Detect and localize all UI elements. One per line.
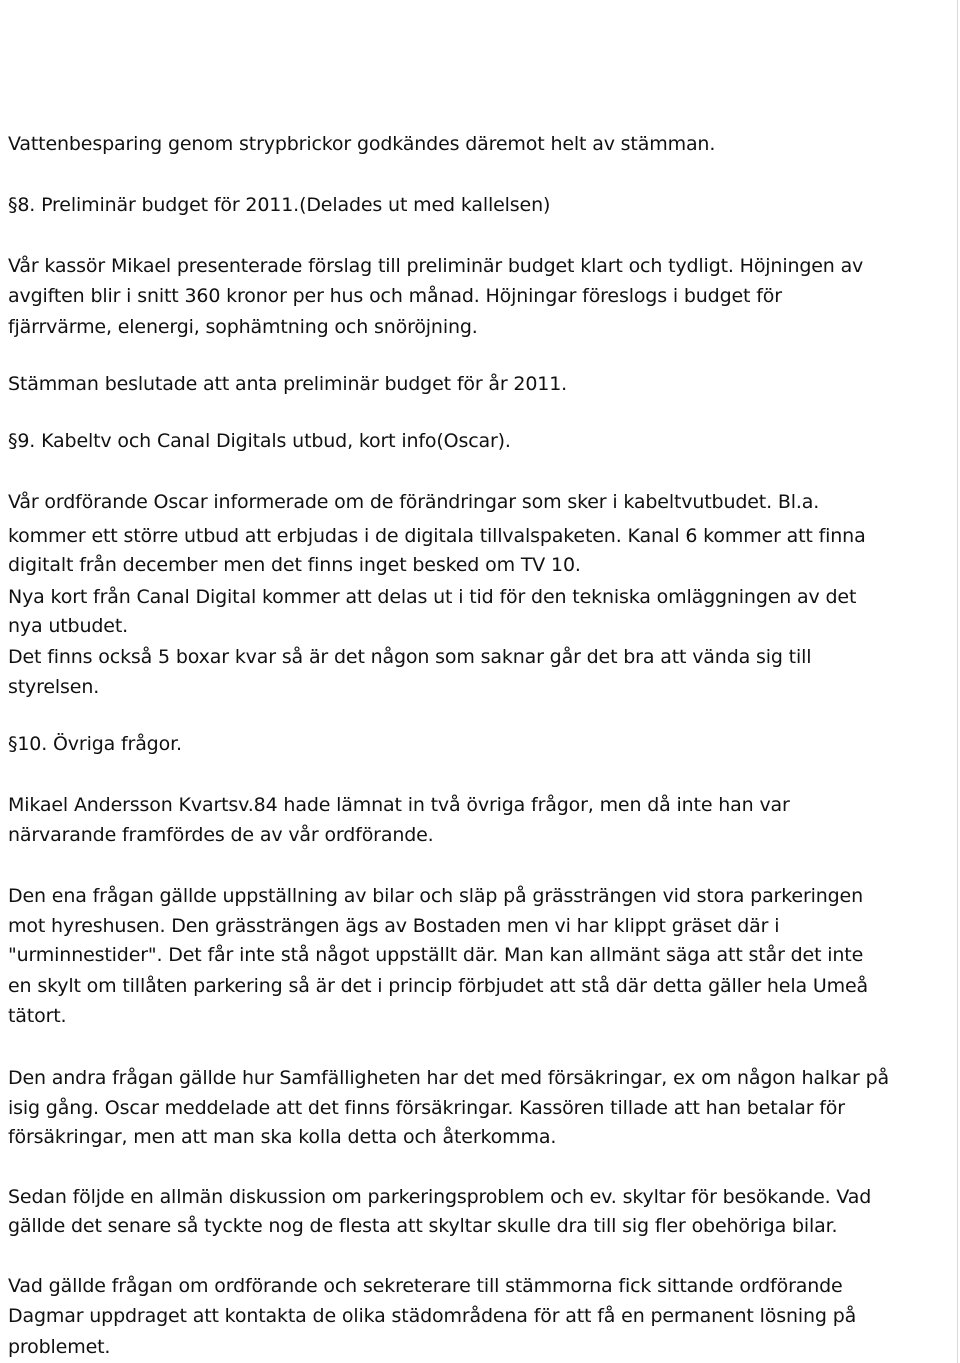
- text-line: problemet.: [8, 1336, 111, 1358]
- text-line: Den andra frågan gällde hur Samfälligheten har det med försäkringar, ex om någon halkar på: [8, 1067, 890, 1089]
- section-heading-9: §9. Kabeltv och Canal Digitals utbud, kort info(Oscar).: [8, 430, 511, 452]
- text-line: Stämman beslutade att anta preliminär budget för år 2011.: [8, 373, 568, 395]
- text-line: styrelsen.: [8, 676, 100, 698]
- page-edge-divider: [957, 0, 958, 1363]
- text-line: kommer ett större utbud att erbjudas i de digitala tillvalspaketen. Kanal 6 kommer att finna: [8, 525, 866, 547]
- text-line: försäkringar, men att man ska kolla detta och återkomma.: [8, 1126, 557, 1148]
- text-line: fjärrvärme, elenergi, sophämtning och snöröjning.: [8, 316, 478, 338]
- text-line: närvarande framfördes de av vår ordförande.: [8, 824, 434, 846]
- text-line: Vattenbesparing genom strypbrickor godkändes däremot helt av stämman.: [8, 133, 716, 155]
- text-line: Vår kassör Mikael presenterade förslag till preliminär budget klart och tydligt. Höjningen av: [8, 255, 864, 277]
- text-line: Vår ordförande Oscar informerade om de förändringar som sker i kabeltvutbudet. Bl.a.: [8, 491, 820, 513]
- text-line: "urminnestider". Det får inte stå något uppställt där. Man kan allmänt säga att står det inte: [8, 944, 864, 966]
- text-line: Mikael Andersson Kvartsv.84 hade lämnat in två övriga frågor, men då inte han var: [8, 794, 790, 816]
- text-line: en skylt om tillåten parkering så är det i princip förbjudet att stå där detta gäller hela Umeå: [8, 975, 868, 997]
- text-line: tätort.: [8, 1005, 67, 1027]
- text-line: Dagmar uppdraget att kontakta de olika städområdena för att få en permanent lösning på: [8, 1305, 857, 1327]
- text-line: avgiften blir i snitt 360 kronor per hus och månad. Höjningar föreslogs i budget för: [8, 285, 782, 307]
- text-line: gällde det senare så tyckte nog de flesta att skyltar skulle dra till sig fler obehöriga bilar.: [8, 1215, 838, 1237]
- text-line: Nya kort från Canal Digital kommer att delas ut i tid för den tekniska omläggningen av det: [8, 586, 857, 608]
- text-line: mot hyreshusen. Den grässträngen ägs av Bostaden men vi har klippt gräset där i: [8, 915, 780, 937]
- text-line: isig gång. Oscar meddelade att det finns försäkringar. Kassören tillade att han betalar för: [8, 1097, 845, 1119]
- section-heading-10: §10. Övriga frågor.: [8, 733, 182, 755]
- text-line: digitalt från december men det finns inget besked om TV 10.: [8, 554, 581, 576]
- text-line: Den ena frågan gällde uppställning av bilar och släp på grässträngen vid stora parkeringen: [8, 885, 863, 907]
- text-line: nya utbudet.: [8, 615, 129, 637]
- section-heading-8: §8. Preliminär budget för 2011.(Delades ut med kallelsen): [8, 194, 551, 216]
- text-line: Sedan följde en allmän diskussion om parkeringsproblem och ev. skyltar för besökande. Vad: [8, 1186, 872, 1208]
- text-line: Det finns också 5 boxar kvar så är det någon som saknar går det bra att vända sig till: [8, 646, 812, 668]
- text-line: Vad gällde frågan om ordförande och sekreterare till stämmorna fick sittande ordförande: [8, 1275, 843, 1297]
